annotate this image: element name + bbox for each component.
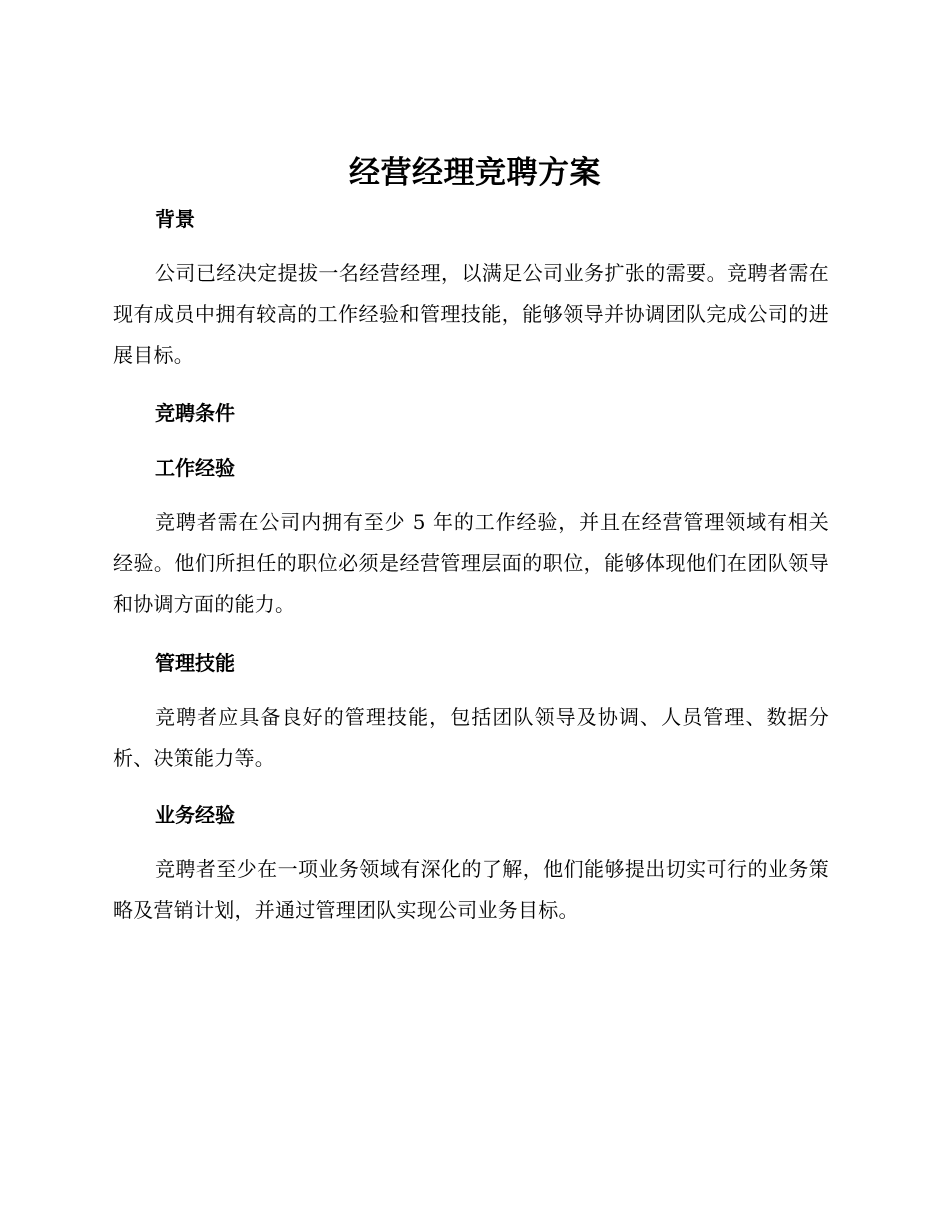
section-heading-business-experience: 业务经验 — [155, 803, 235, 827]
section-paragraph-work-experience: 竞聘者需在公司内拥有至少 5 年的工作经验，并且在经营管理领域有相关经验。他们所担任的职位必须是经营管理层面的职位，能够体现他们在团队领导和协调方面的能力。 — [113, 510, 829, 616]
section-paragraph-business-experience: 竞聘者至少在一项业务领域有深化的了解，他们能够提出切实可行的业务策略及营销计划，并通过管理团队实现公司业务目标。 — [113, 857, 829, 922]
section-heading-conditions: 竞聘条件 — [155, 401, 235, 425]
section-heading-background: 背景 — [155, 207, 195, 231]
section-paragraph-background: 公司已经决定提拔一名经营经理，以满足公司业务扩张的需要。竞聘者需在现有成员中拥有较高的工作经验和管理技能，能够领导并协调团队完成公司的进展目标。 — [113, 261, 829, 367]
section-heading-management-skills: 管理技能 — [155, 651, 235, 675]
section-paragraph-management-skills: 竞聘者应具备良好的管理技能，包括团队领导及协调、人员管理、数据分析、决策能力等。 — [113, 705, 829, 770]
section-heading-work-experience: 工作经验 — [155, 456, 235, 480]
document-title: 经营经理竞聘方案 — [349, 155, 601, 191]
